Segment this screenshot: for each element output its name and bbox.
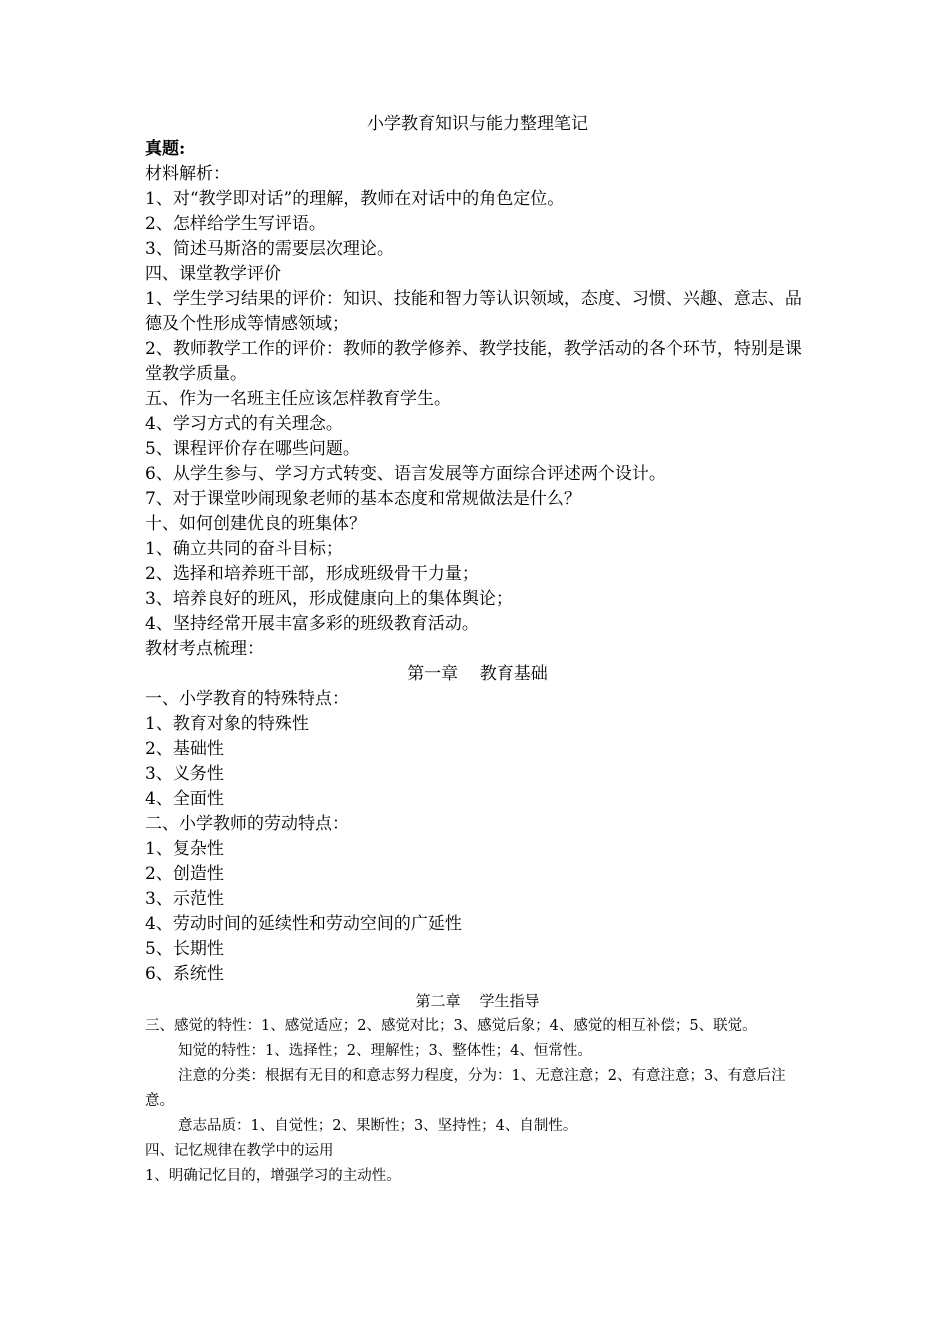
- text-line: 4、坚持经常开展丰富多彩的班级教育活动。: [145, 614, 479, 634]
- text-line: 1、复杂性: [145, 839, 224, 859]
- text-line: 五、作为一名班主任应该怎样教育学生。: [145, 389, 451, 409]
- text-line: 1、对“教学即对话”的理解，教师在对话中的角色定位。: [145, 189, 565, 209]
- text-line: 2、选择和培养班干部，形成班级骨干力量；: [145, 564, 479, 584]
- text-paragraph: 2、教师教学工作的评价：教师的教学修养、教学技能，教学活动的各个环节，特别是课堂教学质量。: [145, 339, 802, 384]
- text-line: 3、培养良好的班风，形成健康向上的集体舆论；: [145, 589, 513, 609]
- text-line: 1、明确记忆目的，增强学习的主动性。: [145, 1168, 401, 1184]
- text-line: 3、简述马斯洛的需要层次理论。: [145, 239, 394, 259]
- text-line: 5、长期性: [145, 939, 224, 959]
- text-line: 6、从学生参与、学习方式转变、语言发展等方面综合评述两个设计。: [145, 464, 666, 484]
- text-line: 4、劳动时间的延续性和劳动空间的广延性: [145, 914, 462, 934]
- text-line: 4、学习方式的有关理念。: [145, 414, 343, 434]
- chapter-heading: 第一章 教育基础: [407, 664, 548, 684]
- document-page: [145, 112, 810, 1189]
- text-line: 二、小学教师的劳动特点：: [145, 814, 349, 834]
- text-line: 7、对于课堂吵闹现象老师的基本态度和常规做法是什么？: [145, 489, 581, 509]
- text-line: 一、小学教育的特殊特点：: [145, 689, 349, 709]
- text-line: 1、确立共同的奋斗目标；: [145, 539, 343, 559]
- text-line: 4、全面性: [145, 789, 224, 809]
- text-line: 3、义务性: [145, 764, 224, 784]
- text-line: 材料解析：: [145, 164, 230, 184]
- text-line: 3、示范性: [145, 889, 224, 909]
- text-line: 四、课堂教学评价: [145, 264, 281, 284]
- text-paragraph: 意志品质：1、自觉性；2、果断性；3、坚持性；4、自制性。: [178, 1118, 578, 1134]
- text-line: 四、记忆规律在教学中的运用: [145, 1143, 334, 1159]
- text-line: 6、系统性: [145, 964, 224, 984]
- text-line: 2、怎样给学生写评语。: [145, 214, 326, 234]
- text-line: 2、基础性: [145, 739, 224, 759]
- text-line: 十、如何创建优良的班集体？: [145, 514, 366, 534]
- text-paragraph: 三、感觉的特性：1、感觉适应；2、感觉对比；3、感觉后象；4、感觉的相互补偿；5、联觉。: [145, 1018, 757, 1034]
- text-line: 2、创造性: [145, 864, 224, 884]
- heading-zhenti: 真题:: [145, 139, 186, 159]
- text-paragraph: 1、学生学习结果的评价：知识、技能和智力等认识领域，态度、习惯、兴趣、意志、品德及个性形成等情感领域；: [145, 289, 802, 334]
- text-line: 5、课程评价存在哪些问题。: [145, 439, 360, 459]
- text-paragraph: 知觉的特性：1、选择性；2、理解性；3、整体性；4、恒常性。: [178, 1043, 592, 1059]
- chapter-heading: 第二章 学生指导: [415, 992, 540, 1010]
- text-paragraph: 注意的分类：根据有无目的和意志努力程度，分为：1、无意注意；2、有意注意；3、有意后注意。: [145, 1068, 786, 1109]
- text-line: 1、教育对象的特殊性: [145, 714, 309, 734]
- text-line: 教材考点梳理：: [145, 639, 264, 659]
- document-title: 小学教育知识与能力整理笔记: [367, 114, 588, 134]
